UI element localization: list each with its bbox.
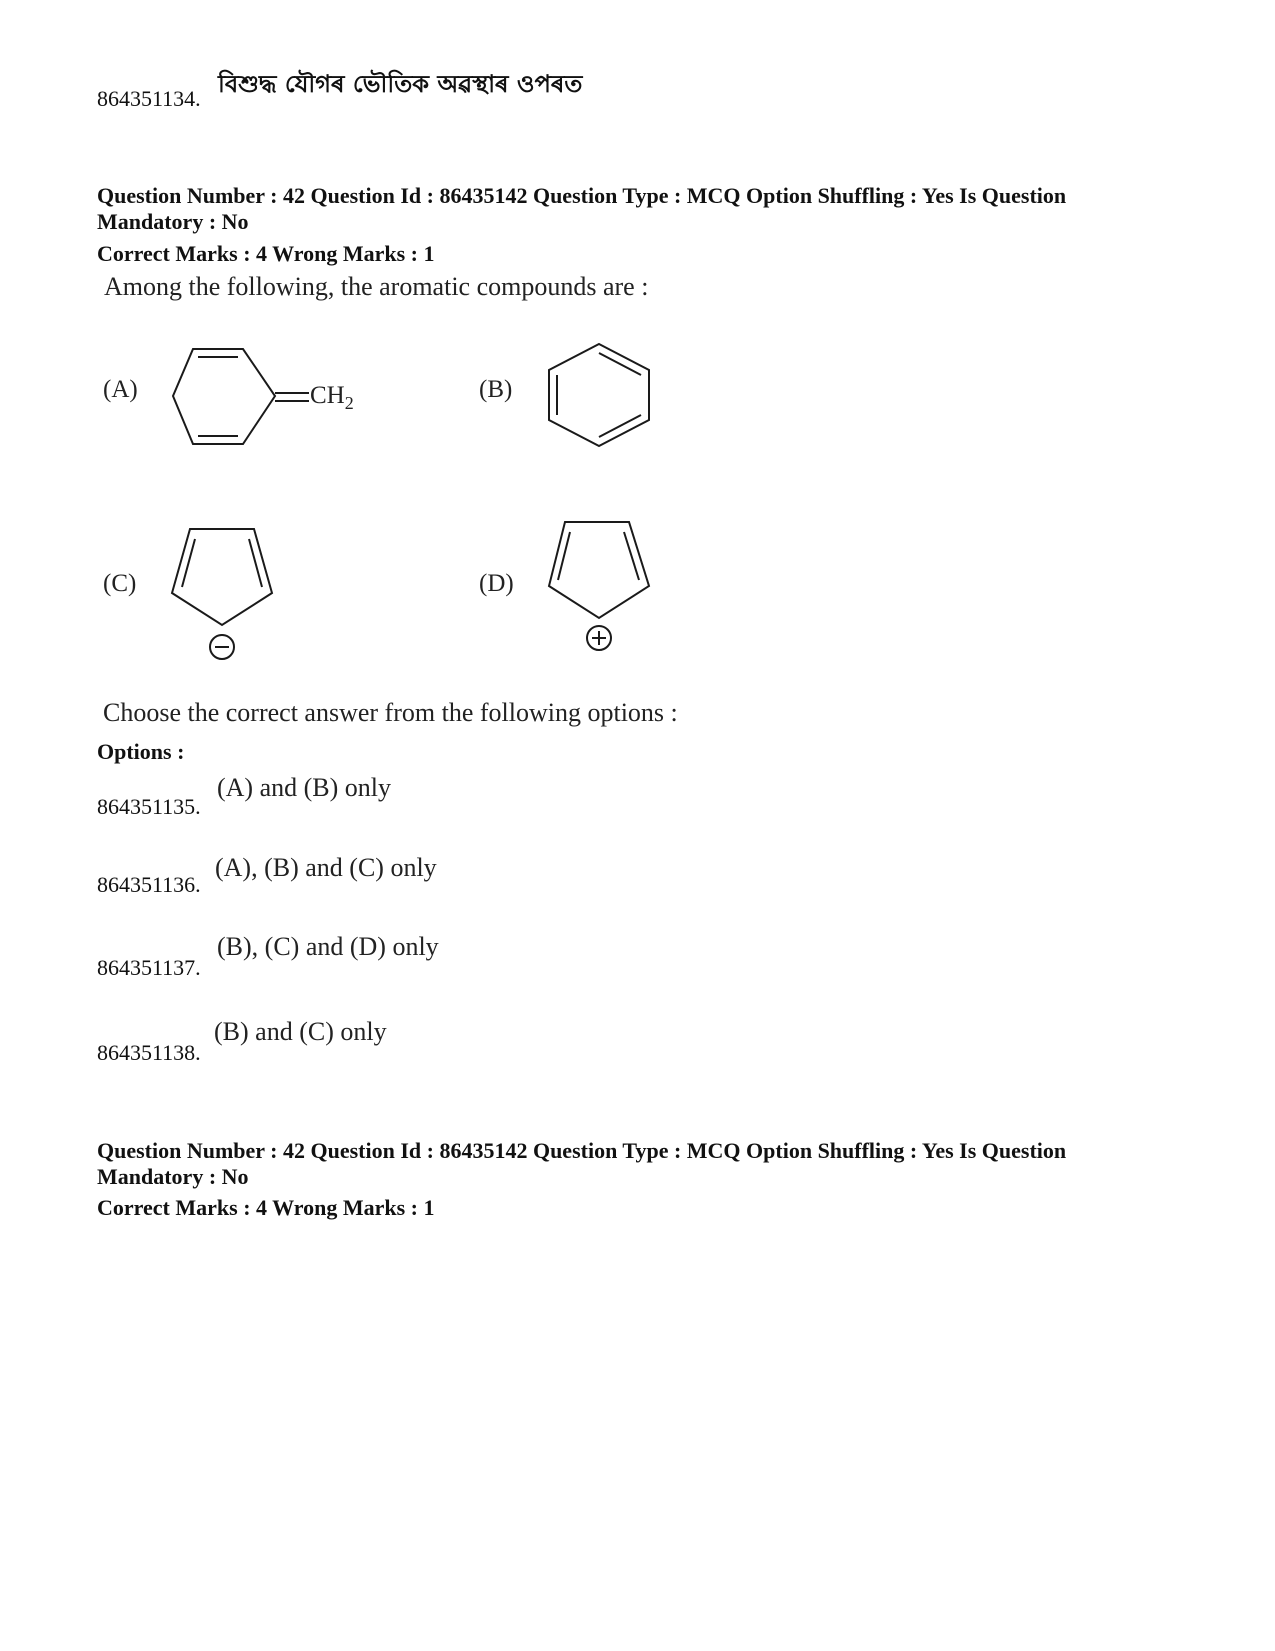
structure-a-methylene-cyclohexadiene xyxy=(165,340,285,455)
question-2-header-line2: Mandatory : No xyxy=(97,1164,249,1189)
option-4-text: (B) and (C) only xyxy=(214,1017,387,1046)
structure-b-benzene xyxy=(543,340,655,450)
option-2-text: (A), (B) and (C) only xyxy=(215,853,437,882)
option-1-text: (A) and (B) only xyxy=(217,773,392,802)
question-header-line2: Mandatory : No xyxy=(97,209,249,234)
structure-a-subscript: 2 xyxy=(344,393,354,413)
structure-b-label: (B) xyxy=(479,376,513,403)
option-3-text: (B), (C) and (D) only xyxy=(217,932,439,961)
structure-c-cyclopentadienyl-anion xyxy=(168,525,278,665)
option-1-id: 864351135. xyxy=(97,794,201,819)
structure-a-exocyclic-bond xyxy=(275,390,315,404)
structure-a-label: (A) xyxy=(103,376,138,403)
structure-a-ch2: $CH_2$ xyxy=(310,382,354,413)
structure-c-label: (C) xyxy=(103,570,137,597)
previous-option-id: 864351134. xyxy=(97,86,201,111)
option-3-id: 864351137. xyxy=(97,955,201,980)
question-2-marks: Correct Marks : 4 Wrong Marks : 1 xyxy=(97,1195,435,1220)
option-2-id: 864351136. xyxy=(97,872,201,897)
instruction-text: Choose the correct answer from the following options : xyxy=(103,698,678,727)
previous-option-text: বিশুদ্ধ যৌগৰ ভৌতিক অৱস্থাৰ ওপৰত xyxy=(218,70,583,98)
structure-d-cyclopentadienyl-cation xyxy=(545,518,655,658)
option-4-id: 864351138. xyxy=(97,1040,201,1065)
question-marks: Correct Marks : 4 Wrong Marks : 1 xyxy=(97,241,435,266)
structure-d-label: (D) xyxy=(479,570,514,597)
question-2-header-line1: Question Number : 42 Question Id : 86435142 Question Type : MCQ Option Shuffling : Yes Is Question xyxy=(97,1138,1067,1163)
options-heading: Options : xyxy=(97,739,185,764)
question-stem: Among the following, the aromatic compounds are : xyxy=(104,272,649,301)
question-header-line1: Question Number : 42 Question Id : 86435142 Question Type : MCQ Option Shuffling : Yes Is Question xyxy=(97,183,1067,208)
